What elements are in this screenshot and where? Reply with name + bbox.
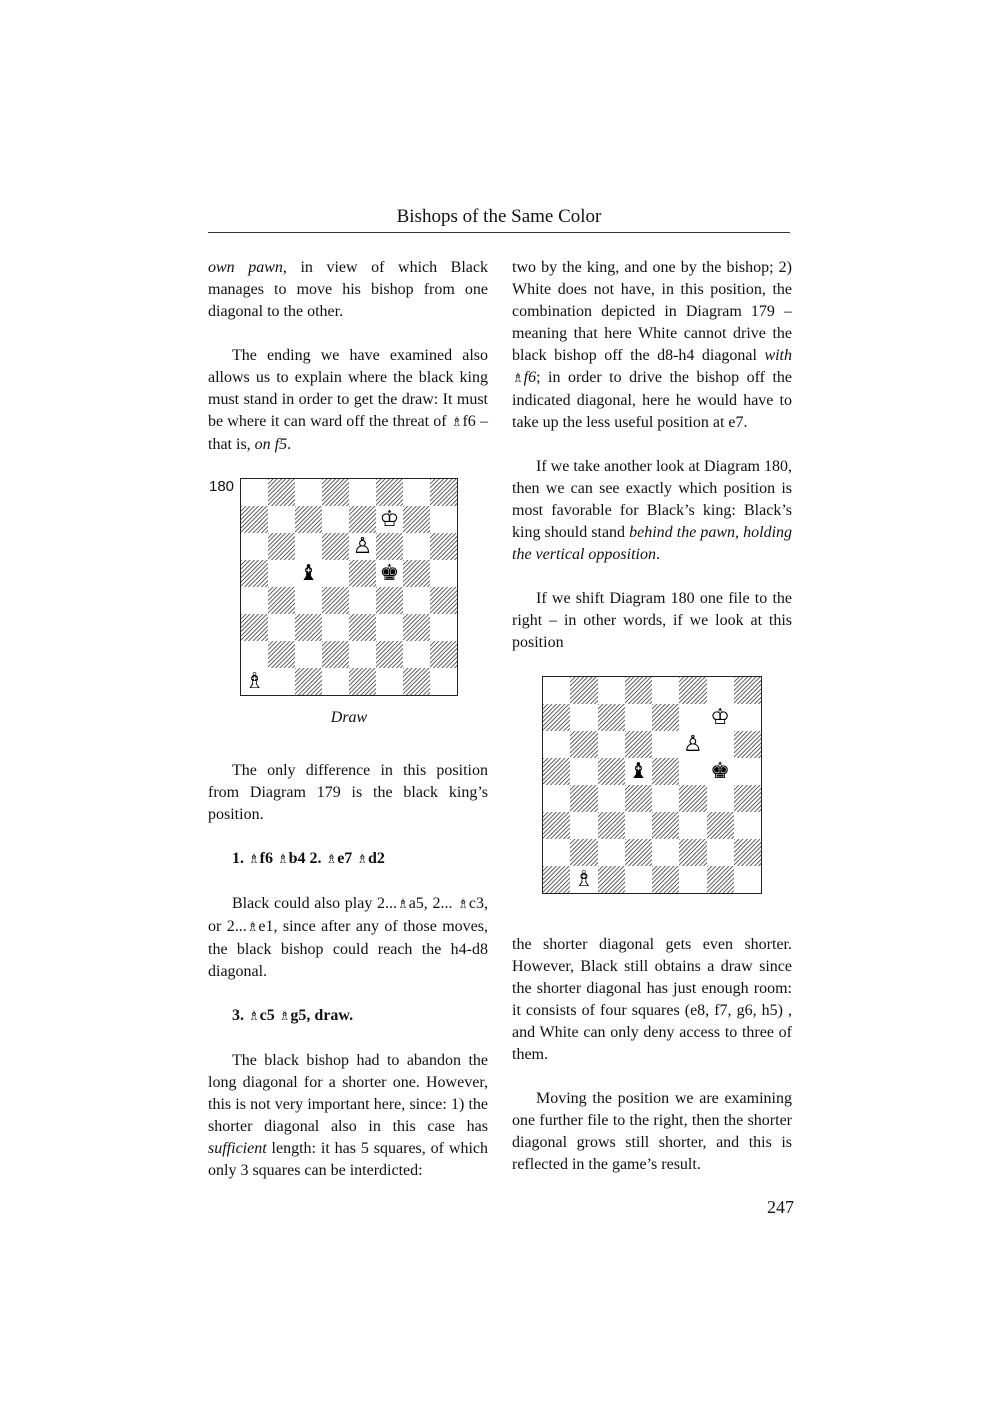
dark-square: [652, 866, 679, 893]
light-square: [295, 479, 322, 506]
bishop-icon: ♗: [457, 897, 469, 912]
light-square: [598, 785, 625, 812]
white-king-icon: ♔: [707, 704, 734, 731]
dark-square: [625, 677, 652, 704]
light-square: [625, 704, 652, 731]
dark-square: [430, 479, 457, 506]
dark-square: [734, 839, 761, 866]
dark-square: [734, 731, 761, 758]
paragraph: two by the king, and one by the bishop; 2) White does not have, in this position, the combination depicted in Diagram 179 – meaning that here White cannot drive the black bishop off the d8-h4 diagonal with ♗f6; in order to drive the bishop off the indicated diagonal, here he would have to take up the less useful position at e7.: [512, 259, 792, 431]
dark-square: [403, 668, 430, 695]
left-column-upper: [208, 257, 488, 456]
light-square: [707, 731, 734, 758]
dark-square: [679, 839, 706, 866]
light-square: [430, 506, 457, 533]
dark-square: [707, 812, 734, 839]
dark-square: [241, 506, 268, 533]
light-square: [652, 839, 679, 866]
dark-square: [570, 677, 597, 704]
dark-square: [349, 668, 376, 695]
light-square: [625, 866, 652, 893]
dark-square: [652, 812, 679, 839]
dark-square: [625, 785, 652, 812]
dark-square: [376, 533, 403, 560]
light-square: [349, 641, 376, 668]
light-square: [707, 839, 734, 866]
dark-square: [295, 668, 322, 695]
light-square: [295, 533, 322, 560]
dark-square: [543, 812, 570, 839]
dark-square: [403, 560, 430, 587]
light-square: [652, 677, 679, 704]
bishop-icon: ♗: [246, 920, 259, 935]
chess-diagram-shifted: [542, 676, 762, 894]
light-square: [322, 506, 349, 533]
light-square: [430, 560, 457, 587]
light-square: [734, 758, 761, 785]
dark-square: [652, 704, 679, 731]
white-king-icon: ♔: [376, 506, 403, 533]
light-square: [322, 560, 349, 587]
paragraph: the shorter diagonal gets even shorter. However, Black still obtains a draw since the shorter diagonal has just enough room: it consists of four squares (e8, f7, g6, h5) , and White can only deny access to three of them.: [512, 936, 792, 1063]
light-square: [543, 785, 570, 812]
black-king-icon: ♚: [376, 560, 403, 587]
dark-square: [430, 587, 457, 614]
black-bishop-icon: ♝: [625, 758, 652, 785]
dark-square: [543, 704, 570, 731]
bishop-icon: ♗: [450, 415, 463, 430]
diagram-number: 180: [209, 478, 235, 495]
diagram-caption: Draw: [330, 709, 368, 726]
dark-square: [376, 479, 403, 506]
light-square: [403, 587, 430, 614]
dark-square: [625, 839, 652, 866]
right-column-upper: [512, 257, 792, 654]
light-square: [734, 812, 761, 839]
paragraph: The black bishop had to abandon the long diagonal for a shorter one. However, this is not very important here, since: 1) the shorter diagonal also in this case has sufficient length: it has 5 squares, of which only 3 squares can be interdicted:: [208, 1052, 488, 1179]
light-square: [679, 758, 706, 785]
light-square: [241, 533, 268, 560]
paragraph: If we shift Diagram 180 one file to the right – in other words, if we look at this position: [512, 590, 792, 651]
dark-square: [598, 866, 625, 893]
dark-square: [268, 479, 295, 506]
light-square: [268, 614, 295, 641]
left-column-lower: [208, 760, 488, 1182]
chapter-title: Bishops of the Same Color: [396, 206, 602, 227]
dark-square: [349, 614, 376, 641]
light-square: [707, 677, 734, 704]
page-number: 247: [767, 1197, 794, 1217]
bishop-icon: ♗: [276, 852, 289, 867]
dark-square: [376, 587, 403, 614]
dark-square: [268, 533, 295, 560]
dark-square: [349, 506, 376, 533]
light-square: [241, 479, 268, 506]
light-square: [268, 560, 295, 587]
light-square: [570, 704, 597, 731]
light-square: [403, 533, 430, 560]
light-square: [570, 812, 597, 839]
light-square: [679, 866, 706, 893]
paragraph: The only difference in this position from Diagram 179 is the black king’s position.: [208, 762, 488, 823]
light-square: [652, 731, 679, 758]
white-bishop-icon: ♗: [241, 668, 268, 695]
bishop-icon: ♗: [248, 852, 260, 867]
dark-square: [598, 704, 625, 731]
light-square: [625, 812, 652, 839]
light-square: [430, 668, 457, 695]
white-bishop-icon: ♗: [570, 866, 597, 893]
dark-square: [322, 587, 349, 614]
white-pawn-icon: ♙: [679, 731, 706, 758]
dark-square: [241, 614, 268, 641]
light-square: [322, 668, 349, 695]
dark-square: [268, 587, 295, 614]
dark-square: [570, 785, 597, 812]
light-square: [241, 587, 268, 614]
paragraph: Moving the position we are examining one further file to the right, then the shorter diagonal grows still shorter, and this is reflected in the game’s result.: [512, 1090, 792, 1173]
light-square: [734, 866, 761, 893]
dark-square: [734, 677, 761, 704]
dark-square: [403, 614, 430, 641]
light-square: [349, 587, 376, 614]
dark-square: [349, 560, 376, 587]
light-square: [322, 614, 349, 641]
light-square: [403, 641, 430, 668]
dark-square: [679, 677, 706, 704]
running-header: [208, 204, 790, 233]
light-square: [543, 677, 570, 704]
dark-square: [734, 785, 761, 812]
dark-square: [570, 839, 597, 866]
light-square: [679, 704, 706, 731]
light-square: [707, 785, 734, 812]
light-square: [268, 506, 295, 533]
bishop-icon: ♗: [278, 1009, 291, 1024]
light-square: [734, 704, 761, 731]
dark-square: [322, 479, 349, 506]
dark-square: [625, 731, 652, 758]
dark-square: [543, 758, 570, 785]
dark-square: [570, 731, 597, 758]
dark-square: [241, 560, 268, 587]
dark-square: [430, 533, 457, 560]
light-square: [376, 668, 403, 695]
dark-square: [679, 785, 706, 812]
dark-square: [295, 614, 322, 641]
paragraph: Black could also play 2...♗a5, 2... ♗c3, or 2...♗e1, since after any of those moves, the black bishop could reach the h4-d8 diagonal.: [208, 895, 489, 980]
light-square: [598, 839, 625, 866]
light-square: [598, 677, 625, 704]
light-square: [295, 587, 322, 614]
move-line: 3. ♗c5 ♗g5, draw.: [232, 1007, 354, 1024]
dark-square: [543, 866, 570, 893]
right-column-lower: [512, 934, 792, 1176]
light-square: [403, 479, 430, 506]
light-square: [679, 812, 706, 839]
bishop-icon: ♗: [397, 897, 409, 912]
dark-square: [430, 641, 457, 668]
light-square: [376, 614, 403, 641]
dark-square: [322, 533, 349, 560]
light-square: [543, 731, 570, 758]
light-square: [570, 758, 597, 785]
light-square: [241, 641, 268, 668]
bishop-icon: ♗: [325, 852, 338, 867]
black-king-icon: ♚: [707, 758, 734, 785]
bishop-icon: ♗: [356, 852, 368, 867]
dark-square: [268, 641, 295, 668]
dark-square: [403, 506, 430, 533]
dark-square: [295, 506, 322, 533]
paragraph: The ending we have examined also allows us to explain where the black king must stand in order to get the draw: It must be where it can ward off the threat of ♗f6 – that is, on f5.: [208, 347, 489, 453]
bishop-icon: ♗: [512, 371, 524, 386]
move-line: 1. ♗f6 ♗b4 2. ♗e7 ♗d2: [232, 850, 385, 867]
dark-square: [707, 866, 734, 893]
paragraph: own pawn, in view of which Black manages to move his bishop from one diagonal to the other.: [208, 259, 489, 320]
bishop-icon: ♗: [248, 1009, 260, 1024]
light-square: [268, 668, 295, 695]
chess-diagram-180: [240, 478, 458, 696]
light-square: [349, 479, 376, 506]
white-pawn-icon: ♙: [349, 533, 376, 560]
black-bishop-icon: ♝: [295, 560, 322, 587]
dark-square: [598, 758, 625, 785]
light-square: [430, 614, 457, 641]
dark-square: [598, 812, 625, 839]
dark-square: [322, 641, 349, 668]
paragraph: If we take another look at Diagram 180, then we can see exactly which position is most favorable for Black’s king: Black’s king should stand behind the pawn, holding the vertical opposition.: [512, 458, 793, 563]
light-square: [295, 641, 322, 668]
dark-square: [376, 641, 403, 668]
light-square: [598, 731, 625, 758]
dark-square: [652, 758, 679, 785]
light-square: [543, 839, 570, 866]
light-square: [652, 785, 679, 812]
